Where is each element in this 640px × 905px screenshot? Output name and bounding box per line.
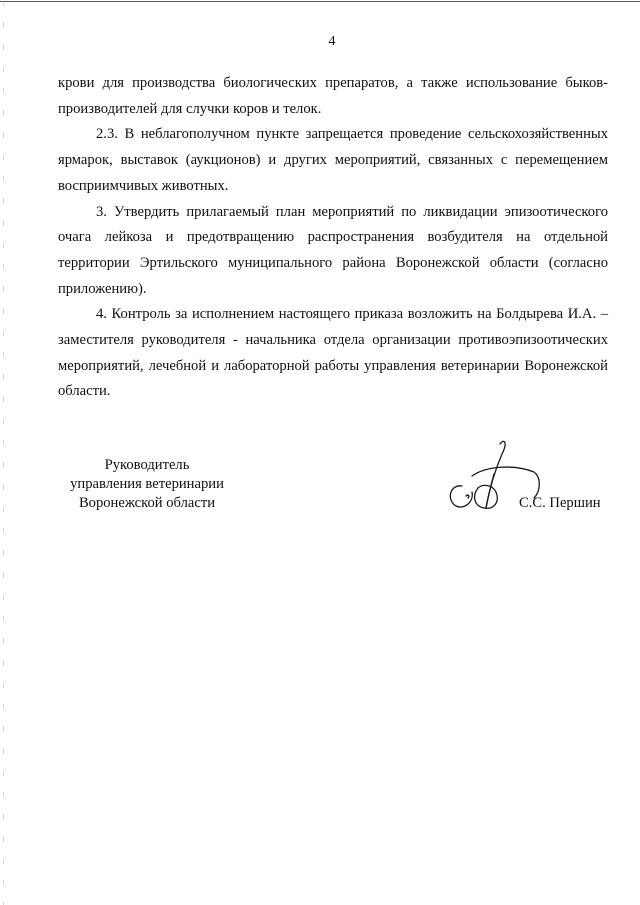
paragraph-continuation: крови для производства биологических препаратов, а также использование быков-производителей для случки коров и телок. — [58, 75, 608, 117]
signatory-title-line-2: управления ветеринарии — [70, 476, 224, 492]
signatory-title — [57, 456, 237, 513]
signatory-title-line-3: Воронежской области — [78, 495, 216, 511]
signatory-title-line-1: Руководитель — [104, 457, 190, 473]
page-number: 4 — [328, 34, 336, 49]
document-body — [58, 71, 608, 405]
top-border-line — [0, 1, 640, 2]
handwritten-signature-icon — [442, 436, 552, 526]
paragraph-clause-2-3: 2.3. В неблагополучном пункте запрещается проведение сельскохозяйственных ярмарок, выставок (аукционов) и других мероприятий, связанных с перемещением восприимчивых животных. — [58, 126, 608, 194]
paragraph-clause-3: 3. Утвердить прилагаемый план мероприятий по ликвидации эпизоотического очага лейкоза и предотвращению распространения возбудителя на отдельной территории Эртильского муниципального района Воронежской области (согласно приложению). — [58, 203, 608, 297]
paragraph-clause-4: 4. Контроль за исполнением настоящего приказа возложить на Болдырева И.А. – заместителя руководителя - начальника отдела организации противоэпизоотических мероприятий, лечебной и лабораторной работы управления ветеринарии Воронежской области. — [58, 306, 608, 400]
scan-edge — [3, 0, 4, 905]
signatory-name: С.С. Першин — [519, 495, 601, 511]
